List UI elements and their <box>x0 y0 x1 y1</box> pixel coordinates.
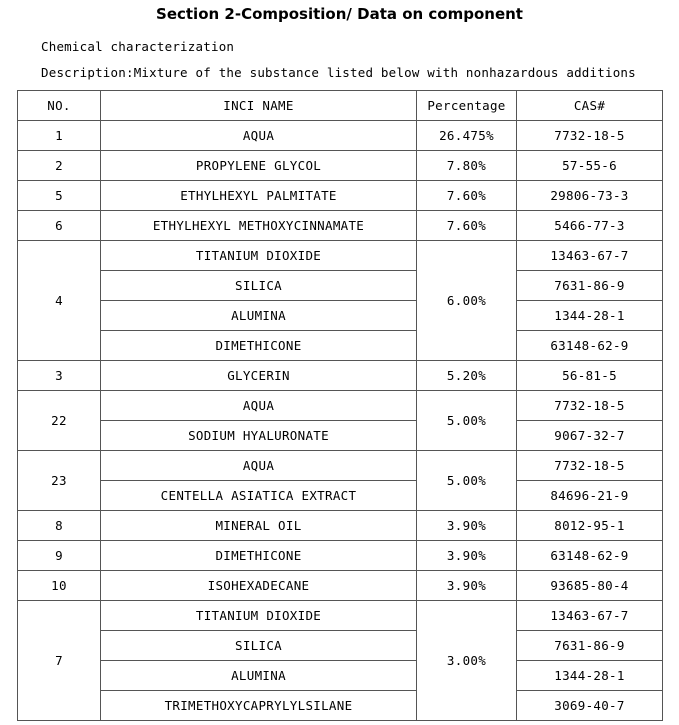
table-row <box>18 571 663 601</box>
cell-no: 8 <box>18 511 101 541</box>
cell-inci-name: ISOHEXADECANE <box>101 571 417 601</box>
table-row <box>18 271 663 301</box>
cell-cas: 7631-86-9 <box>517 631 663 661</box>
cell-percentage: 3.00% <box>417 601 517 721</box>
cell-cas: 9067-32-7 <box>517 421 663 451</box>
cell-percentage: 5.20% <box>417 361 517 391</box>
description-text: Description:Mixture of the substance listed below with nonhazardous additions <box>41 65 636 80</box>
cell-inci-name: ALUMINA <box>101 661 417 691</box>
page-title: Section 2-Composition/ Data on component <box>156 5 523 23</box>
cell-inci-name: TITANIUM DIOXIDE <box>101 241 417 271</box>
table-row <box>18 361 663 391</box>
cell-cas: 63148-62-9 <box>517 541 663 571</box>
table-row <box>18 451 663 481</box>
cell-cas: 29806-73-3 <box>517 181 663 211</box>
cell-inci-name: MINERAL OIL <box>101 511 417 541</box>
table-row <box>18 331 663 361</box>
cell-inci-name: TRIMETHOXYCAPRYLYLSILANE <box>101 691 417 721</box>
cell-cas: 57-55-6 <box>517 151 663 181</box>
cell-cas: 1344-28-1 <box>517 661 663 691</box>
cell-no: 1 <box>18 121 101 151</box>
table-row <box>18 601 663 631</box>
table-row <box>18 511 663 541</box>
cell-inci-name: ALUMINA <box>101 301 417 331</box>
cell-no: 22 <box>18 391 101 451</box>
cell-no: 6 <box>18 211 101 241</box>
cell-cas: 5466-77-3 <box>517 211 663 241</box>
cell-cas: 7732-18-5 <box>517 391 663 421</box>
cell-inci-name: ETHYLHEXYL PALMITATE <box>101 181 417 211</box>
cell-percentage: 5.00% <box>417 391 517 451</box>
cell-no: 7 <box>18 601 101 721</box>
cell-cas: 1344-28-1 <box>517 301 663 331</box>
chemical-characterization-label: Chemical characterization <box>41 39 235 54</box>
table-row <box>18 541 663 571</box>
table-row <box>18 481 663 511</box>
cell-percentage: 3.90% <box>417 511 517 541</box>
cell-cas: 63148-62-9 <box>517 331 663 361</box>
cell-cas: 3069-40-7 <box>517 691 663 721</box>
cell-inci-name: SILICA <box>101 631 417 661</box>
cell-no: 3 <box>18 361 101 391</box>
cell-percentage: 7.60% <box>417 181 517 211</box>
cell-inci-name: CENTELLA ASIATICA EXTRACT <box>101 481 417 511</box>
cell-inci-name: SILICA <box>101 271 417 301</box>
column-header-no: NO. <box>18 91 101 121</box>
cell-cas: 7631-86-9 <box>517 271 663 301</box>
table-row <box>18 421 663 451</box>
cell-no: 2 <box>18 151 101 181</box>
cell-no: 5 <box>18 181 101 211</box>
cell-cas: 13463-67-7 <box>517 241 663 271</box>
table-row <box>18 151 663 181</box>
table-row <box>18 391 663 421</box>
cell-inci-name: AQUA <box>101 391 417 421</box>
cell-inci-name: PROPYLENE GLYCOL <box>101 151 417 181</box>
cell-percentage: 7.60% <box>417 211 517 241</box>
cell-percentage: 3.90% <box>417 571 517 601</box>
cell-percentage: 26.475% <box>417 121 517 151</box>
cell-no: 10 <box>18 571 101 601</box>
cell-inci-name: GLYCERIN <box>101 361 417 391</box>
table-row <box>18 181 663 211</box>
cell-percentage: 6.00% <box>417 241 517 361</box>
cell-percentage: 5.00% <box>417 451 517 511</box>
composition-table <box>17 90 663 721</box>
cell-inci-name: ETHYLHEXYL METHOXYCINNAMATE <box>101 211 417 241</box>
cell-cas: 7732-18-5 <box>517 121 663 151</box>
cell-inci-name: AQUA <box>101 121 417 151</box>
cell-cas: 7732-18-5 <box>517 451 663 481</box>
column-header-inci-name: INCI NAME <box>101 91 417 121</box>
cell-no: 9 <box>18 541 101 571</box>
cell-inci-name: AQUA <box>101 451 417 481</box>
table-row <box>18 121 663 151</box>
cell-inci-name: TITANIUM DIOXIDE <box>101 601 417 631</box>
cell-no: 4 <box>18 241 101 361</box>
cell-cas: 84696-21-9 <box>517 481 663 511</box>
cell-inci-name: DIMETHICONE <box>101 331 417 361</box>
table-row <box>18 661 663 691</box>
cell-cas: 13463-67-7 <box>517 601 663 631</box>
column-header-percentage: Percentage <box>417 91 517 121</box>
cell-percentage: 7.80% <box>417 151 517 181</box>
table-row <box>18 241 663 271</box>
cell-inci-name: DIMETHICONE <box>101 541 417 571</box>
cell-cas: 93685-80-4 <box>517 571 663 601</box>
table-header-row <box>18 91 663 121</box>
column-header-cas: CAS# <box>517 91 663 121</box>
table-row <box>18 301 663 331</box>
cell-cas: 8012-95-1 <box>517 511 663 541</box>
table-row <box>18 631 663 661</box>
cell-inci-name: SODIUM HYALURONATE <box>101 421 417 451</box>
cell-no: 23 <box>18 451 101 511</box>
table-row <box>18 211 663 241</box>
cell-percentage: 3.90% <box>417 541 517 571</box>
table-row <box>18 691 663 721</box>
cell-cas: 56-81-5 <box>517 361 663 391</box>
